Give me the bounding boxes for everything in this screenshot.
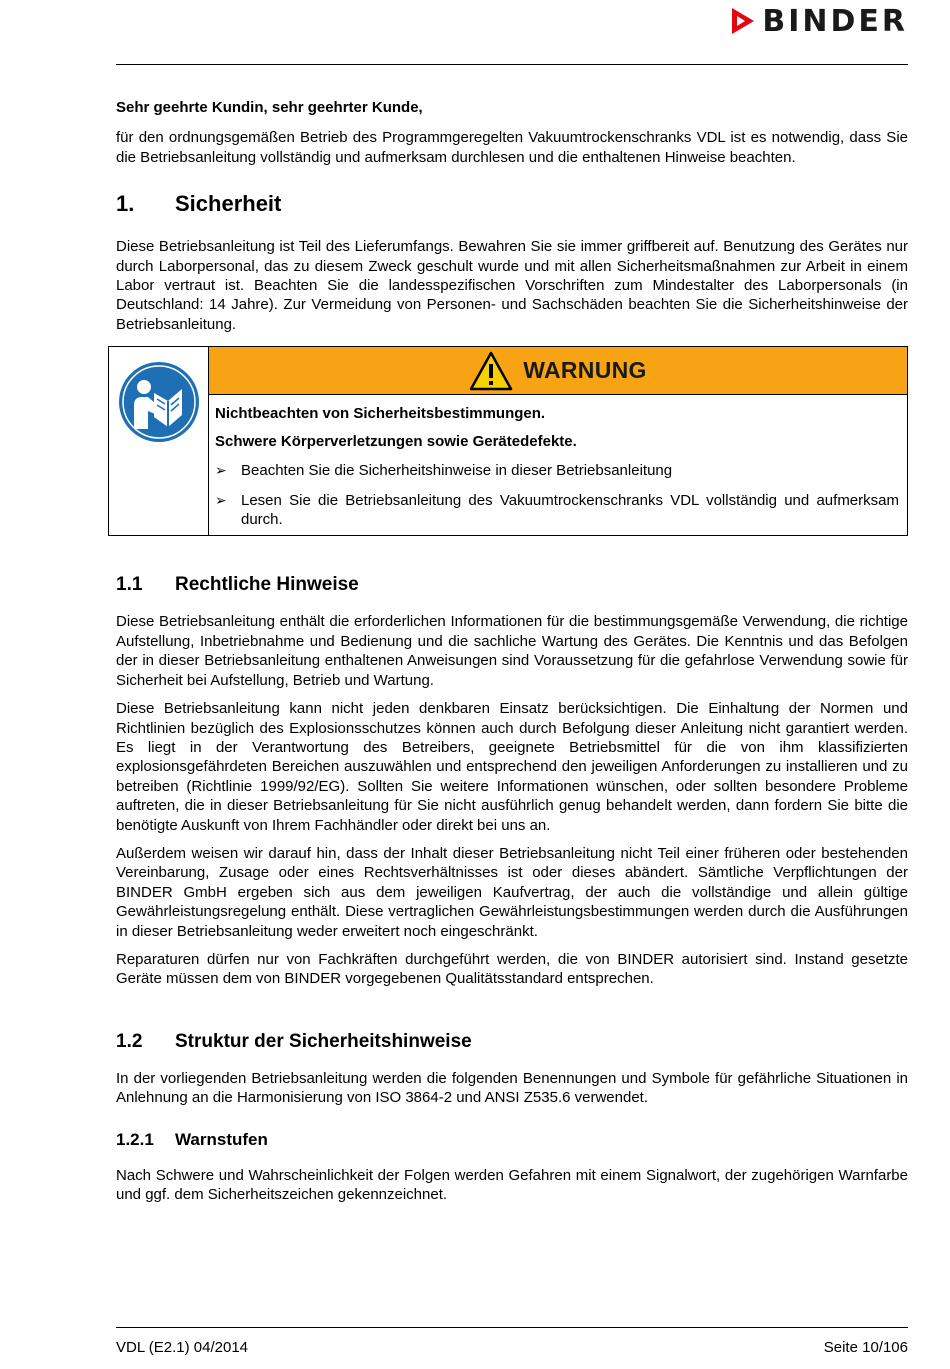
greeting: Sehr geehrte Kundin, sehr geehrter Kunde,	[116, 99, 423, 116]
warning-triangle-icon	[469, 351, 513, 391]
warning-content	[209, 347, 907, 535]
list-item-text: Lesen Sie die Betriebsanleitung des Vakuumtrockenschranks VDL vollständig und aufmerksam durch.	[241, 491, 899, 529]
section-title: Rechtliche Hinweise	[175, 574, 359, 596]
section-number: 1.2.1	[116, 1129, 154, 1149]
read-manual-icon	[118, 361, 200, 443]
arrow-bullet-icon: ➢	[215, 491, 227, 508]
paragraph: Reparaturen dürfen nur von Fachkräften durchgeführt werden, die von BINDER autorisiert sind. Instand gesetzte Geräte müssen dem von BINDER vorgegebenen Qualitätsstandard entsprechen.	[116, 950, 908, 988]
warning-box	[108, 346, 908, 536]
section-number: 1.	[116, 191, 135, 217]
paragraph: Außerdem weisen wir darauf hin, dass der Inhalt dieser Betriebsanleitung nicht Teil einer früheren oder bestehenden Vereinbarung, Zusage oder eines Rechtsverhältnisses ist oder dieses abändert. Sämtliche Verpflichtungen der BINDER GmbH ergeben sich aus dem jeweiligen Kaufvertrag, der auch die vollständige und allein gültige Gewährleistungsregelung enthält. Diese vertraglichen Gewährleistungsbestimmungen werden durch die Ausführungen in dieser Betriebsanleitung weder erweitert noch eingeschränkt.	[116, 844, 908, 940]
warning-header	[209, 347, 907, 395]
footer-document-id: VDL (E2.1) 04/2014	[116, 1339, 249, 1356]
binder-logo	[732, 4, 908, 38]
section-title: Struktur der Sicherheitshinweise	[175, 1030, 472, 1052]
signal-word: WARNUNG	[523, 357, 647, 384]
footer-page-number: Seite 10/106	[823, 1339, 908, 1356]
logo-text: BINDER	[762, 3, 908, 39]
warning-icon-cell	[109, 347, 209, 535]
section-1-2-heading	[116, 1031, 908, 1053]
section-number: 1.2	[116, 1030, 143, 1052]
paragraph: Nach Schwere und Wahrscheinlichkeit der Folgen werden Gefahren mit einem Signalwort, der zugehörigen Warnfarbe und ggf. dem Sicherheitszeichen gekennzeichnet.	[116, 1166, 908, 1203]
paragraph: In der vorliegenden Betriebsanleitung werden die folgenden Benennungen und Symbole für gefährliche Situationen in Anlehnung an die Harmonisierung von ISO 3864-2 und ANSI Z535.6 verwendet.	[116, 1069, 908, 1107]
section-number: 1.1	[116, 574, 143, 596]
section-1-1-heading	[116, 574, 908, 596]
warning-consequence: Schwere Körperverletzungen sowie Gerätedefekte.	[215, 433, 577, 451]
section-1-heading	[116, 191, 908, 217]
section-title: Sicherheit	[175, 191, 282, 217]
footer-rule	[116, 1327, 908, 1328]
section-1-paragraph: Diese Betriebsanleitung ist Teil des Lieferumfangs. Bewahren Sie sie immer griffbereit auf. Benutzung des Gerätes nur durch Laborpersonal, das zu diesem Zweck geschult wurde und mit allen Sicherheitsmaßnahmen zur Arbeit in einem Labor vertraut ist. Beachten Sie die landesspezifischen Vorschriften zum Mindestalter des Laborpersonals (in Deutschland: 14 Jahre). Zur Vermeidung von Personen- und Sachschäden beachten Sie die Sicherheitshinweise der Betriebsanleitung.	[116, 238, 908, 333]
warning-body	[209, 395, 907, 535]
arrow-bullet-icon: ➢	[215, 462, 227, 479]
paragraph: Diese Betriebsanleitung enthält die erforderlichen Informationen für die bestimmungsgemäße Verwendung, die richtige Aufstellung, Inbetriebnahme und Bedienung und die sachliche Wartung des Gerätes. Die Kenntnis und das Befolgen der in dieser Betriebsanleitung enthaltenen Anweisungen sind Voraussetzung für die gefahrlose Verwendung sowie für Sicherheit bei Aufstellung, Betrieb und Wartung.	[116, 613, 908, 689]
warning-hazard: Nichtbeachten von Sicherheitsbestimmungen.	[215, 405, 546, 423]
section-title: Warnstufen	[175, 1129, 268, 1149]
intro-paragraph: für den ordnungsgemäßen Betrieb des Programmgeregelten Vakuumtrockenschranks VDL ist es notwendig, dass Sie die Betriebsanleitung vollständig und aufmerksam durchlesen und die enthaltenen Hinweise beachten.	[116, 129, 908, 166]
list-item	[215, 491, 899, 530]
binder-logo-mark-icon	[732, 6, 754, 36]
list-item	[215, 461, 899, 480]
section-1-2-1-heading	[116, 1130, 908, 1150]
list-item-text: Beachten Sie die Sicherheitshinweise in dieser Betriebsanleitung	[241, 462, 673, 480]
paragraph: Diese Betriebsanleitung kann nicht jeden denkbaren Einsatz berücksichtigen. Die Einhaltung der Normen und Richtlinien bezüglich des Explosionsschutzes können auch durch Befolgung dieser Anleitung nicht garantiert werden. Es liegt in der Verantwortung des Betreibers, geeignete Betriebsmittel für die von ihm klassifizierten explosionsgefährdeten Bereichen auszuwählen und entsprechend den jeweiligen Anforderungen zu installieren und zu betreiben (Richtlinie 1999/92/EG). Sollten Sie weitere Informationen wünschen, oder sollten besondere Probleme auftreten, die in dieser Betriebsanleitung für Sie nicht ausführlich genug behandelt werden, dann fordern Sie bitte die benötigte Auskunft von Ihrem Fachhändler oder direkt bei uns an.	[116, 700, 908, 834]
main-content	[116, 98, 908, 1204]
header-rule	[116, 64, 908, 65]
